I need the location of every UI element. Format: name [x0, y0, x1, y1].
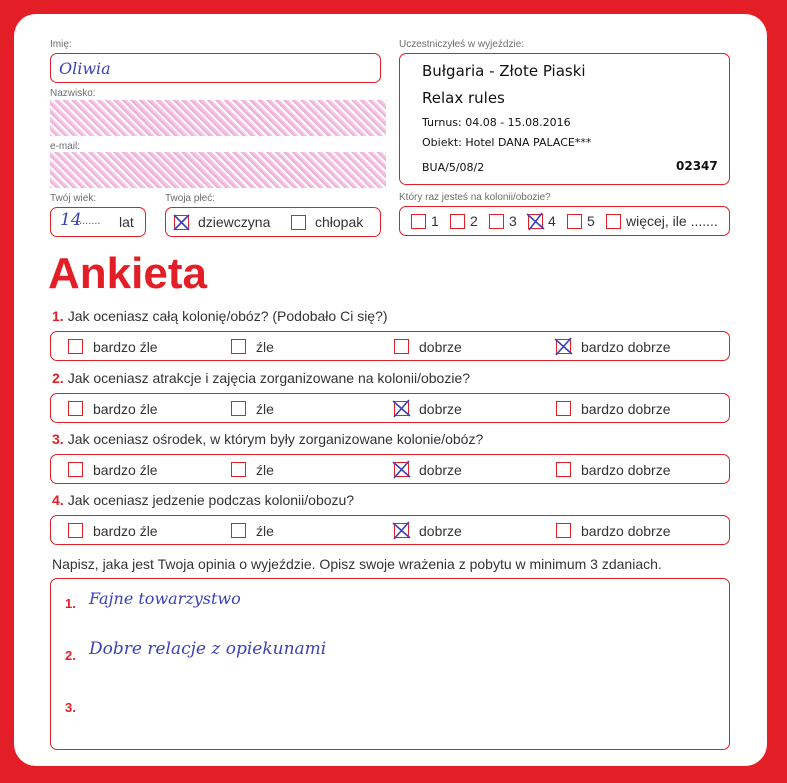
- times-4-checkbox[interactable]: [528, 214, 543, 229]
- gender-label: Twoja płeć:: [165, 193, 216, 204]
- question-3-option-4-checkbox[interactable]: [556, 462, 571, 477]
- times-5-label: 5: [587, 213, 595, 229]
- question-4-option-3-label: dobrze: [419, 523, 462, 539]
- question-number: 3.: [52, 431, 64, 447]
- times-1-label: 1: [431, 213, 439, 229]
- question-2-option-1-label: bardzo źle: [93, 401, 158, 417]
- question-4-option-1-label: bardzo źle: [93, 523, 158, 539]
- age-value: 14: [60, 210, 82, 230]
- check-mark-icon: [526, 212, 545, 231]
- question-label: Jak oceniasz ośrodek, w którym były zorganizowane kolonie/obóz?: [67, 431, 484, 447]
- question-4-option-4-checkbox[interactable]: [556, 523, 571, 538]
- opinion-line-1: Fajne towarzystwo: [89, 589, 241, 608]
- first-name-label: Imię:: [50, 39, 72, 50]
- trip-code: BUA/5/08/2: [422, 161, 485, 174]
- opinion-prompt: Napisz, jaka jest Twoja opinia o wyjeździe. Opisz swoje wrażenia z pobytu w minimum 3 zdaniach.: [52, 556, 662, 572]
- question-4-text: [52, 492, 354, 508]
- question-1-option-1-label: bardzo źle: [93, 339, 158, 355]
- times-2-checkbox[interactable]: [450, 214, 465, 229]
- times-3-label: 3: [509, 213, 517, 229]
- times-2-label: 2: [470, 213, 478, 229]
- trip-program: Relax rules: [422, 89, 505, 107]
- question-number: 1.: [52, 308, 64, 324]
- question-4-option-4-label: bardzo dobrze: [581, 523, 671, 539]
- opinion-line-2: Dobre relacje z opiekunami: [89, 639, 327, 659]
- gender-girl-checkbox[interactable]: [174, 215, 189, 230]
- question-number: 4.: [52, 492, 64, 508]
- question-1-option-4-label: bardzo dobrze: [581, 339, 671, 355]
- question-number: 2.: [52, 370, 64, 386]
- last-name-label: Nazwisko:: [50, 88, 96, 99]
- question-2-option-3-label: dobrze: [419, 401, 462, 417]
- gender-boy-label: chłopak: [315, 214, 364, 230]
- question-3-option-2-checkbox[interactable]: [231, 462, 246, 477]
- question-1-option-4-checkbox[interactable]: [556, 339, 571, 354]
- question-2-option-1-checkbox[interactable]: [68, 401, 83, 416]
- first-name-value: Oliwia: [59, 59, 111, 78]
- question-1-option-3-label: dobrze: [419, 339, 462, 355]
- survey-title: Ankieta: [48, 249, 207, 298]
- question-3-option-3-label: dobrze: [419, 462, 462, 478]
- question-1-option-1-checkbox[interactable]: [68, 339, 83, 354]
- opinion-line-number-2: 2.: [65, 648, 76, 663]
- trip-turnus: Turnus: 04.08 - 15.08.2016: [422, 116, 571, 129]
- check-mark-icon: [392, 399, 411, 418]
- times-more-label: więcej, ile .......: [626, 213, 718, 229]
- gender-boy-checkbox[interactable]: [291, 215, 306, 230]
- question-3-option-1-label: bardzo źle: [93, 462, 158, 478]
- trip-obiekt: Obiekt: Hotel DANA PALACE***: [422, 136, 592, 149]
- question-label: Jak oceniasz jedzenie podczas kolonii/obozu?: [67, 492, 355, 508]
- question-4-option-1-checkbox[interactable]: [68, 523, 83, 538]
- check-mark-icon: [172, 213, 191, 232]
- email-label: e-mail:: [50, 141, 81, 152]
- times-3-checkbox[interactable]: [489, 214, 504, 229]
- opinion-line-number-3: 3.: [65, 700, 76, 715]
- question-3-option-3-checkbox[interactable]: [394, 462, 409, 477]
- times-label: Który raz jesteś na kolonii/obozie?: [399, 192, 551, 203]
- email-redacted: [50, 152, 386, 188]
- question-label: Jak oceniasz całą kolonię/obóz? (Podobało Ci się?): [67, 308, 388, 324]
- times-5-checkbox[interactable]: [567, 214, 582, 229]
- question-3-option-1-checkbox[interactable]: [68, 462, 83, 477]
- question-2-text: [52, 370, 470, 386]
- question-3-text: [52, 431, 483, 447]
- question-1-option-3-checkbox[interactable]: [394, 339, 409, 354]
- question-1-option-2-checkbox[interactable]: [231, 339, 246, 354]
- times-4-label: 4: [548, 213, 556, 229]
- question-3-option-4-label: bardzo dobrze: [581, 462, 671, 478]
- opinion-box[interactable]: [50, 578, 730, 750]
- opinion-line-number-1: 1.: [65, 596, 76, 611]
- times-more-checkbox[interactable]: [606, 214, 621, 229]
- first-name-field[interactable]: [50, 53, 381, 83]
- question-2-option-3-checkbox[interactable]: [394, 401, 409, 416]
- question-4-option-3-checkbox[interactable]: [394, 523, 409, 538]
- question-4-option-2-label: źle: [256, 523, 274, 539]
- age-label: Twój wiek:: [50, 193, 97, 204]
- question-2-option-4-label: bardzo dobrze: [581, 401, 671, 417]
- check-mark-icon: [392, 521, 411, 540]
- times-1-checkbox[interactable]: [411, 214, 426, 229]
- last-name-redacted: [50, 100, 386, 136]
- question-1-text: [52, 308, 388, 324]
- age-unit: lat: [119, 214, 134, 230]
- check-mark-icon: [554, 337, 573, 356]
- question-2-option-2-checkbox[interactable]: [231, 401, 246, 416]
- trip-number: 02347: [676, 159, 718, 173]
- trip-destination: Bułgaria - Złote Piaski: [422, 62, 586, 80]
- question-2-option-2-label: źle: [256, 401, 274, 417]
- gender-girl-label: dziewczyna: [198, 214, 271, 230]
- question-1-option-2-label: źle: [256, 339, 274, 355]
- question-4-option-2-checkbox[interactable]: [231, 523, 246, 538]
- question-2-option-4-checkbox[interactable]: [556, 401, 571, 416]
- question-3-option-2-label: źle: [256, 462, 274, 478]
- question-label: Jak oceniasz atrakcje i zajęcia zorganizowane na kolonii/obozie?: [67, 370, 471, 386]
- check-mark-icon: [392, 460, 411, 479]
- trip-label: Uczestniczyłeś w wyjeździe:: [399, 39, 525, 50]
- trip-info-box: [399, 53, 730, 185]
- age-field[interactable]: [50, 207, 146, 237]
- age-dots: ........: [76, 215, 101, 227]
